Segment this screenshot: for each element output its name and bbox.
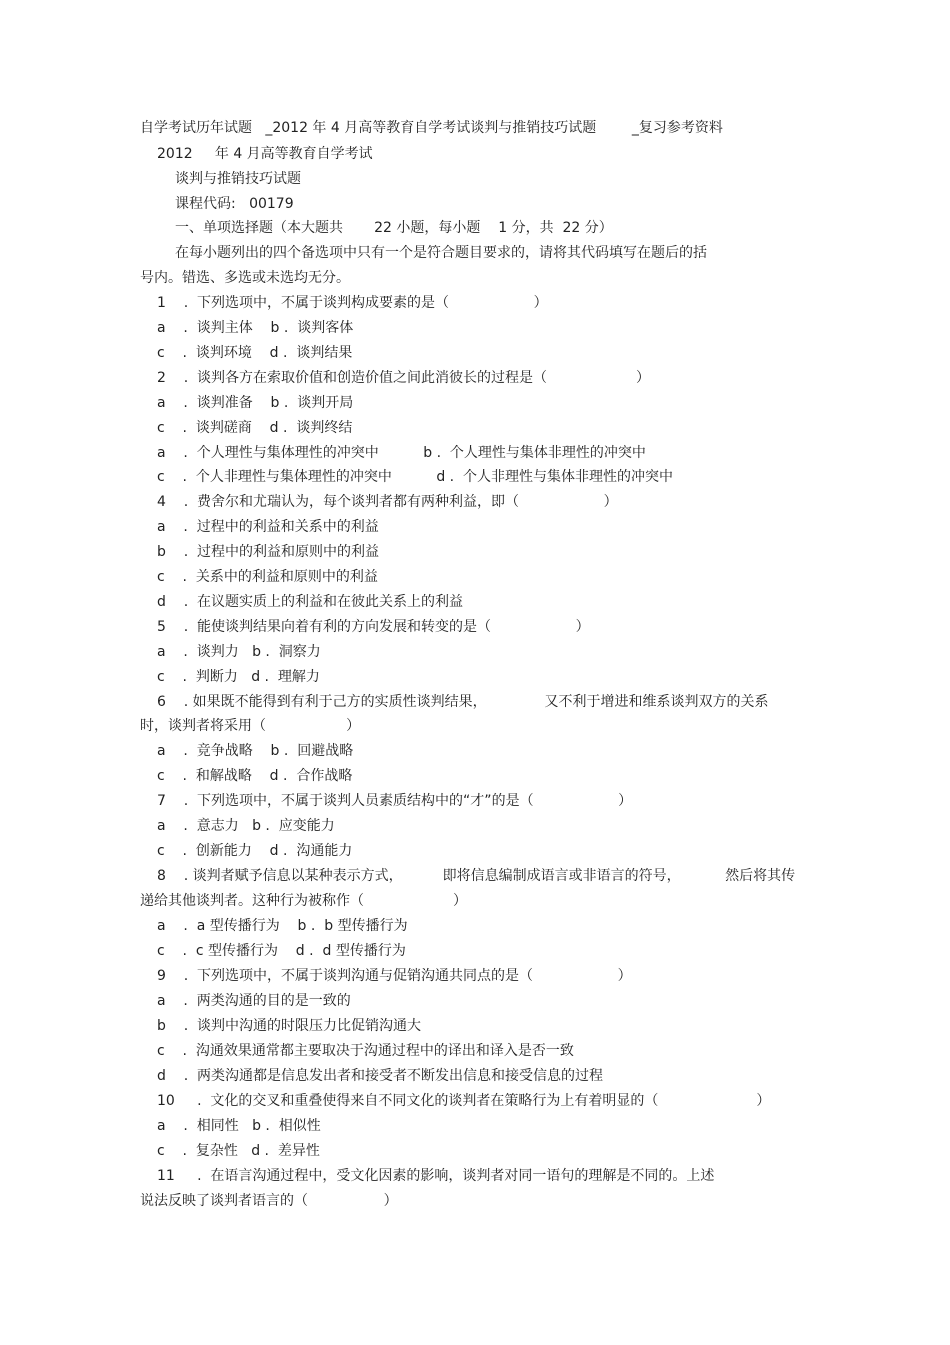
answer-options: a . 意志力 b . 应变能力 — [157, 818, 335, 834]
document-header: 自学考试历年试题 _2012 年 4 月高等教育自学考试谈判与推销技巧试题 _复习参考资料 — [140, 120, 723, 136]
question-stem: 2 . 谈判各方在索取价值和创造价值之间此消彼长的过程是（ ） — [157, 370, 651, 386]
question-stem: 6 . 如果既不能得到有利于己方的实质性谈判结果， 又不利于增进和维系谈判双方的关系 — [157, 694, 769, 710]
answer-options: c . 和解战略 d . 合作战略 — [157, 768, 353, 784]
answer-option: a . 过程中的利益和关系中的利益 — [157, 519, 379, 535]
question-stem: 8 . 谈判者赋予信息以某种表示方式， 即将信息编制成语言或非语言的符号， 然后将其传 — [157, 868, 796, 884]
answer-options: a . 谈判主体 b . 谈判客体 — [157, 320, 354, 336]
answer-options: c . 判断力 d . 理解力 — [157, 669, 320, 685]
answer-options: a . 相同性 b . 相似性 — [157, 1118, 321, 1134]
question-stem: 4 . 费舍尔和尤瑞认为，每个谈判者都有两种利益，即（ ） — [157, 494, 618, 510]
answer-option: a . 两类沟通的目的是一致的 — [157, 993, 351, 1009]
instruction-line: 在每小题列出的四个备选项中只有一个是符合题目要求的，请将其代码填写在题后的括 — [175, 245, 707, 261]
answer-option: c . 关系中的利益和原则中的利益 — [157, 569, 378, 585]
question-stem: 11 . 在语言沟通过程中，受文化因素的影响，谈判者对同一语句的理解是不同的。上述 — [157, 1168, 715, 1184]
exam-title: 谈判与推销技巧试题 — [175, 171, 301, 187]
answer-options: c . 个人非理性与集体理性的冲突中 d . 个人非理性与集体非理性的冲突中 — [157, 469, 674, 485]
question-stem-continued: 时，谈判者将采用（ ） — [140, 718, 361, 734]
answer-option: d . 在议题实质上的利益和在彼此关系上的利益 — [157, 594, 464, 610]
exam-year-line: 2012 年 4 月高等教育自学考试 — [157, 146, 373, 162]
course-code: 课程代码: 00179 — [175, 196, 294, 212]
question-stem-continued: 说法反映了谈判者语言的（ ） — [140, 1193, 398, 1209]
answer-options: c . 谈判环境 d . 谈判结果 — [157, 345, 353, 361]
answer-options: c . 创新能力 d . 沟通能力 — [157, 843, 353, 859]
question-stem: 5 . 能使谈判结果向着有利的方向发展和转变的是（ ） — [157, 619, 590, 635]
answer-option: d . 两类沟通都是信息发出者和接受者不断发出信息和接受信息的过程 — [157, 1068, 604, 1084]
answer-options: c . 复杂性 d . 差异性 — [157, 1143, 320, 1159]
question-stem: 7 . 下列选项中，不属于谈判人员素质结构中的“才”的是（ ） — [157, 793, 633, 809]
answer-options: a . a 型传播行为 b . b 型传播行为 — [157, 918, 408, 934]
answer-options: a . 个人理性与集体理性的冲突中 b . 个人理性与集体非理性的冲突中 — [157, 445, 646, 461]
question-stem-continued: 递给其他谈判者。这种行为被称作（ ） — [140, 893, 468, 909]
instruction-line: 号内。错选、多选或未选均无分。 — [140, 270, 350, 286]
answer-options: c . c 型传播行为 d . d 型传播行为 — [157, 943, 406, 959]
answer-options: c . 谈判磋商 d . 谈判终结 — [157, 420, 353, 436]
answer-options: a . 竞争战略 b . 回避战略 — [157, 743, 354, 759]
answer-options: a . 谈判准备 b . 谈判开局 — [157, 395, 354, 411]
answer-options: a . 谈判力 b . 洞察力 — [157, 644, 321, 660]
answer-option: b . 过程中的利益和原则中的利益 — [157, 544, 380, 560]
question-stem: 9 . 下列选项中，不属于谈判沟通与促销沟通共同点的是（ ） — [157, 968, 632, 984]
answer-option: c . 沟通效果通常都主要取决于沟通过程中的译出和译入是否一致 — [157, 1043, 574, 1059]
question-stem: 1 . 下列选项中，不属于谈判构成要素的是（ ） — [157, 295, 548, 311]
question-stem: 10 . 文化的交叉和重叠使得来自不同文化的谈判者在策略行为上有着明显的（ ） — [157, 1093, 771, 1109]
section-heading: 一、单项选择题（本大题共 22 小题，每小题 1 分，共 22 分） — [175, 220, 613, 236]
answer-option: b . 谈判中沟通的时限压力比促销沟通大 — [157, 1018, 422, 1034]
